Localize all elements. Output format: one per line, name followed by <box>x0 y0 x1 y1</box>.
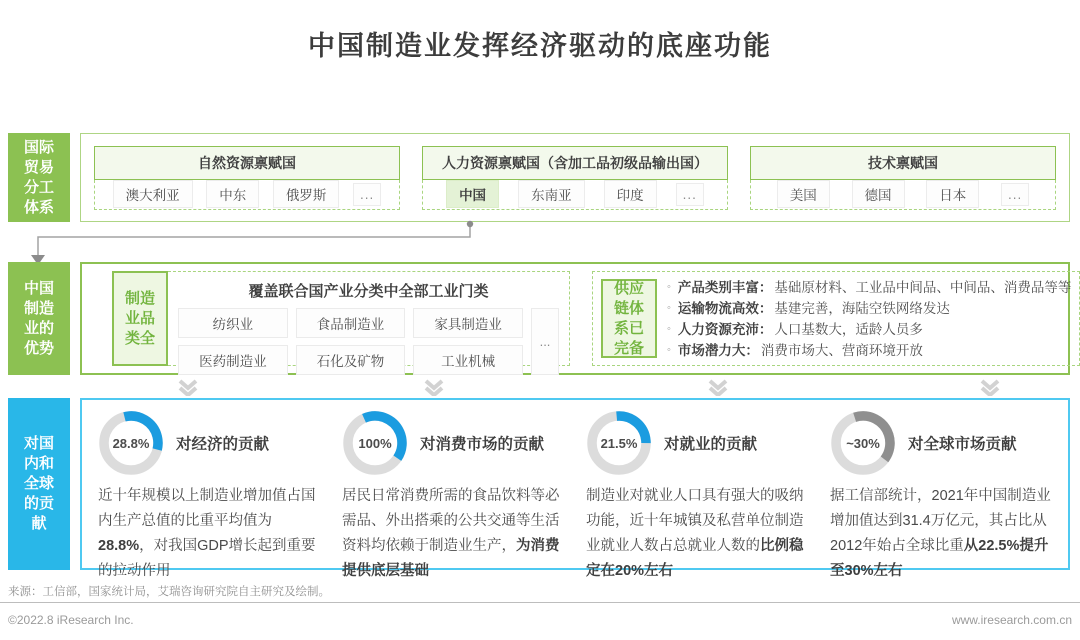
card-text-bold: 比例稳定在20%左右 <box>586 538 804 579</box>
page-title: 中国制造业发挥经济驱动的底座功能 <box>308 31 772 61</box>
group-header: 自然资源禀赋国 <box>94 146 400 180</box>
industry-grid <box>178 308 559 375</box>
group-items <box>750 180 1056 210</box>
more-ellipsis: ... <box>531 308 559 375</box>
contribution-panel <box>80 398 1070 579</box>
contribution-card-employment <box>576 410 820 579</box>
double-chevron-down-icon <box>423 379 445 396</box>
contribution-card-consumption <box>332 410 576 579</box>
bullet-lead: 市场潜力大： <box>677 342 759 358</box>
more-ellipsis: ... <box>353 183 381 206</box>
card-text-pre: 近十年规模以上制造业增加值占国内生产总值的比重平均值为 <box>98 488 316 529</box>
country-tile: 德国 <box>852 180 905 208</box>
country-tile: 美国 <box>777 180 830 208</box>
card-text-post: ，对我国GDP增长起到重要的拉动作用 <box>98 538 316 579</box>
country-tile: 东南亚 <box>518 180 585 208</box>
footer-divider <box>0 602 1080 603</box>
country-tile: 俄罗斯 <box>273 180 340 208</box>
double-chevron-down-icon <box>707 379 729 396</box>
bullet-item <box>667 340 1071 361</box>
card-title: 对消费市场的贡献 <box>420 436 545 453</box>
supply-chain-section <box>592 271 1080 366</box>
row-label-contribution <box>8 398 70 570</box>
group-items <box>422 180 728 210</box>
double-chevron-down-icon <box>979 379 1001 396</box>
card-text-pre: 据工信部统计，2021年中国制造业增加值达到31.4万亿元，其占比从2012年始占全球比重 <box>830 488 1051 554</box>
group-human-resource <box>422 146 728 210</box>
country-tile: 印度 <box>604 180 657 208</box>
bullet-item <box>667 298 1071 319</box>
bullet-text: 基础原材料、工业品中间品、中间品、消费品等等 <box>774 279 1072 295</box>
group-technology <box>750 146 1056 210</box>
row-label-china-advantage-text: 中国制造业的优势 <box>23 279 54 357</box>
advantage-panel <box>80 262 1070 375</box>
bullet-lead: 运输物流高效： <box>677 300 773 316</box>
supply-chain-tag <box>601 279 657 358</box>
card-text <box>98 484 322 584</box>
supply-bullet-list <box>665 277 1071 361</box>
contribution-card-economy <box>88 410 332 579</box>
country-tile: 日本 <box>926 180 979 208</box>
card-text-bold: 从22.5%提升至30%左右 <box>830 538 1049 579</box>
group-header: 技术禀赋国 <box>750 146 1056 180</box>
bullet-item <box>667 277 1071 298</box>
donut-value: 28.8% <box>112 435 150 451</box>
category-tag <box>112 271 168 366</box>
donut-chart <box>830 410 896 476</box>
donut-chart <box>98 410 164 476</box>
industry-cell: 食品制造业 <box>296 308 406 338</box>
double-chevron-down-icon <box>177 379 199 396</box>
card-title: 对就业的贡献 <box>664 436 758 453</box>
bullet-circle-icon: ◦ <box>667 343 671 356</box>
group-header: 人力资源禀赋国（含加工品初级品输出国） <box>422 146 728 180</box>
category-tag-text: 制造业品类全 <box>124 289 155 347</box>
category-section <box>112 271 570 369</box>
row-label-contribution-text: 对国内和全球的贡献 <box>23 435 54 532</box>
donut-value: 100% <box>358 435 392 451</box>
source-note: 来源：工信部，国家统计局，艾瑞咨询研究院自主研究及绘制。 <box>8 586 330 598</box>
card-text <box>342 484 566 584</box>
china-connector-arrow <box>0 218 500 268</box>
more-ellipsis: ... <box>676 183 704 206</box>
website-text: www.iresearch.com.cn <box>951 613 1072 627</box>
card-title: 对经济的贡献 <box>176 436 270 453</box>
donut-value: 21.5% <box>600 435 638 451</box>
card-text <box>830 484 1054 584</box>
bullet-circle-icon: ◦ <box>667 322 671 335</box>
donut-value: ~30% <box>846 435 880 451</box>
category-panel <box>168 271 570 369</box>
bullet-lead: 产品类别丰富： <box>677 279 773 295</box>
card-text-bold: 为消费提供底层基础 <box>342 538 560 579</box>
supply-chain-tag-text: 供应链体系已完备 <box>613 279 644 357</box>
bullet-text: 消费市场大、营商环境开放 <box>760 342 923 358</box>
card-text-pre: 制造业对就业人口具有强大的吸纳功能，近十年城镇及私营单位制造业就业人数占总就业人数的 <box>586 488 804 554</box>
row-label-trade-system <box>8 133 70 222</box>
bullet-text: 基建完善，海陆空铁网络发达 <box>774 300 950 316</box>
group-natural-resource <box>94 146 400 210</box>
card-text <box>586 484 810 584</box>
card-text-bold: 28.8% <box>98 538 140 554</box>
country-tile: 中东 <box>206 180 259 208</box>
card-title: 对全球市场贡献 <box>908 436 1017 453</box>
donut-chart <box>342 410 408 476</box>
country-tile-china-highlighted: 中国 <box>446 180 499 208</box>
group-items <box>94 180 400 210</box>
category-header: 覆盖联合国产业分类中全部工业门类 <box>248 283 489 300</box>
copyright-text: ©2022.8 iResearch Inc. <box>8 613 134 627</box>
contribution-card-global-market <box>820 410 1064 579</box>
donut-chart <box>586 410 652 476</box>
bullet-item <box>667 319 1071 340</box>
more-ellipsis: ... <box>1001 183 1029 206</box>
industry-cell: 家具制造业 <box>413 308 523 338</box>
industry-cell: 石化及矿物 <box>296 345 406 375</box>
industry-cell: 医药制造业 <box>178 345 288 375</box>
bullet-lead: 人力资源充沛： <box>677 321 773 337</box>
industry-cell: 纺织业 <box>178 308 288 338</box>
bullet-circle-icon: ◦ <box>667 301 671 314</box>
row-label-trade-system-text: 国际贸易分工体系 <box>23 138 54 216</box>
industry-cell: 工业机械 <box>413 345 523 375</box>
bullet-circle-icon: ◦ <box>667 280 671 293</box>
country-tile: 澳大利亚 <box>113 180 193 208</box>
trade-system-panel <box>80 133 1070 222</box>
card-text-pre: 居民日常消费所需的食品饮料等必需品、外出搭乘的公共交通等生活资料均依赖于制造业生产， <box>342 488 560 554</box>
row-label-china-advantage <box>8 262 70 375</box>
bullet-text: 人口基数大，适龄人员多 <box>774 321 923 337</box>
